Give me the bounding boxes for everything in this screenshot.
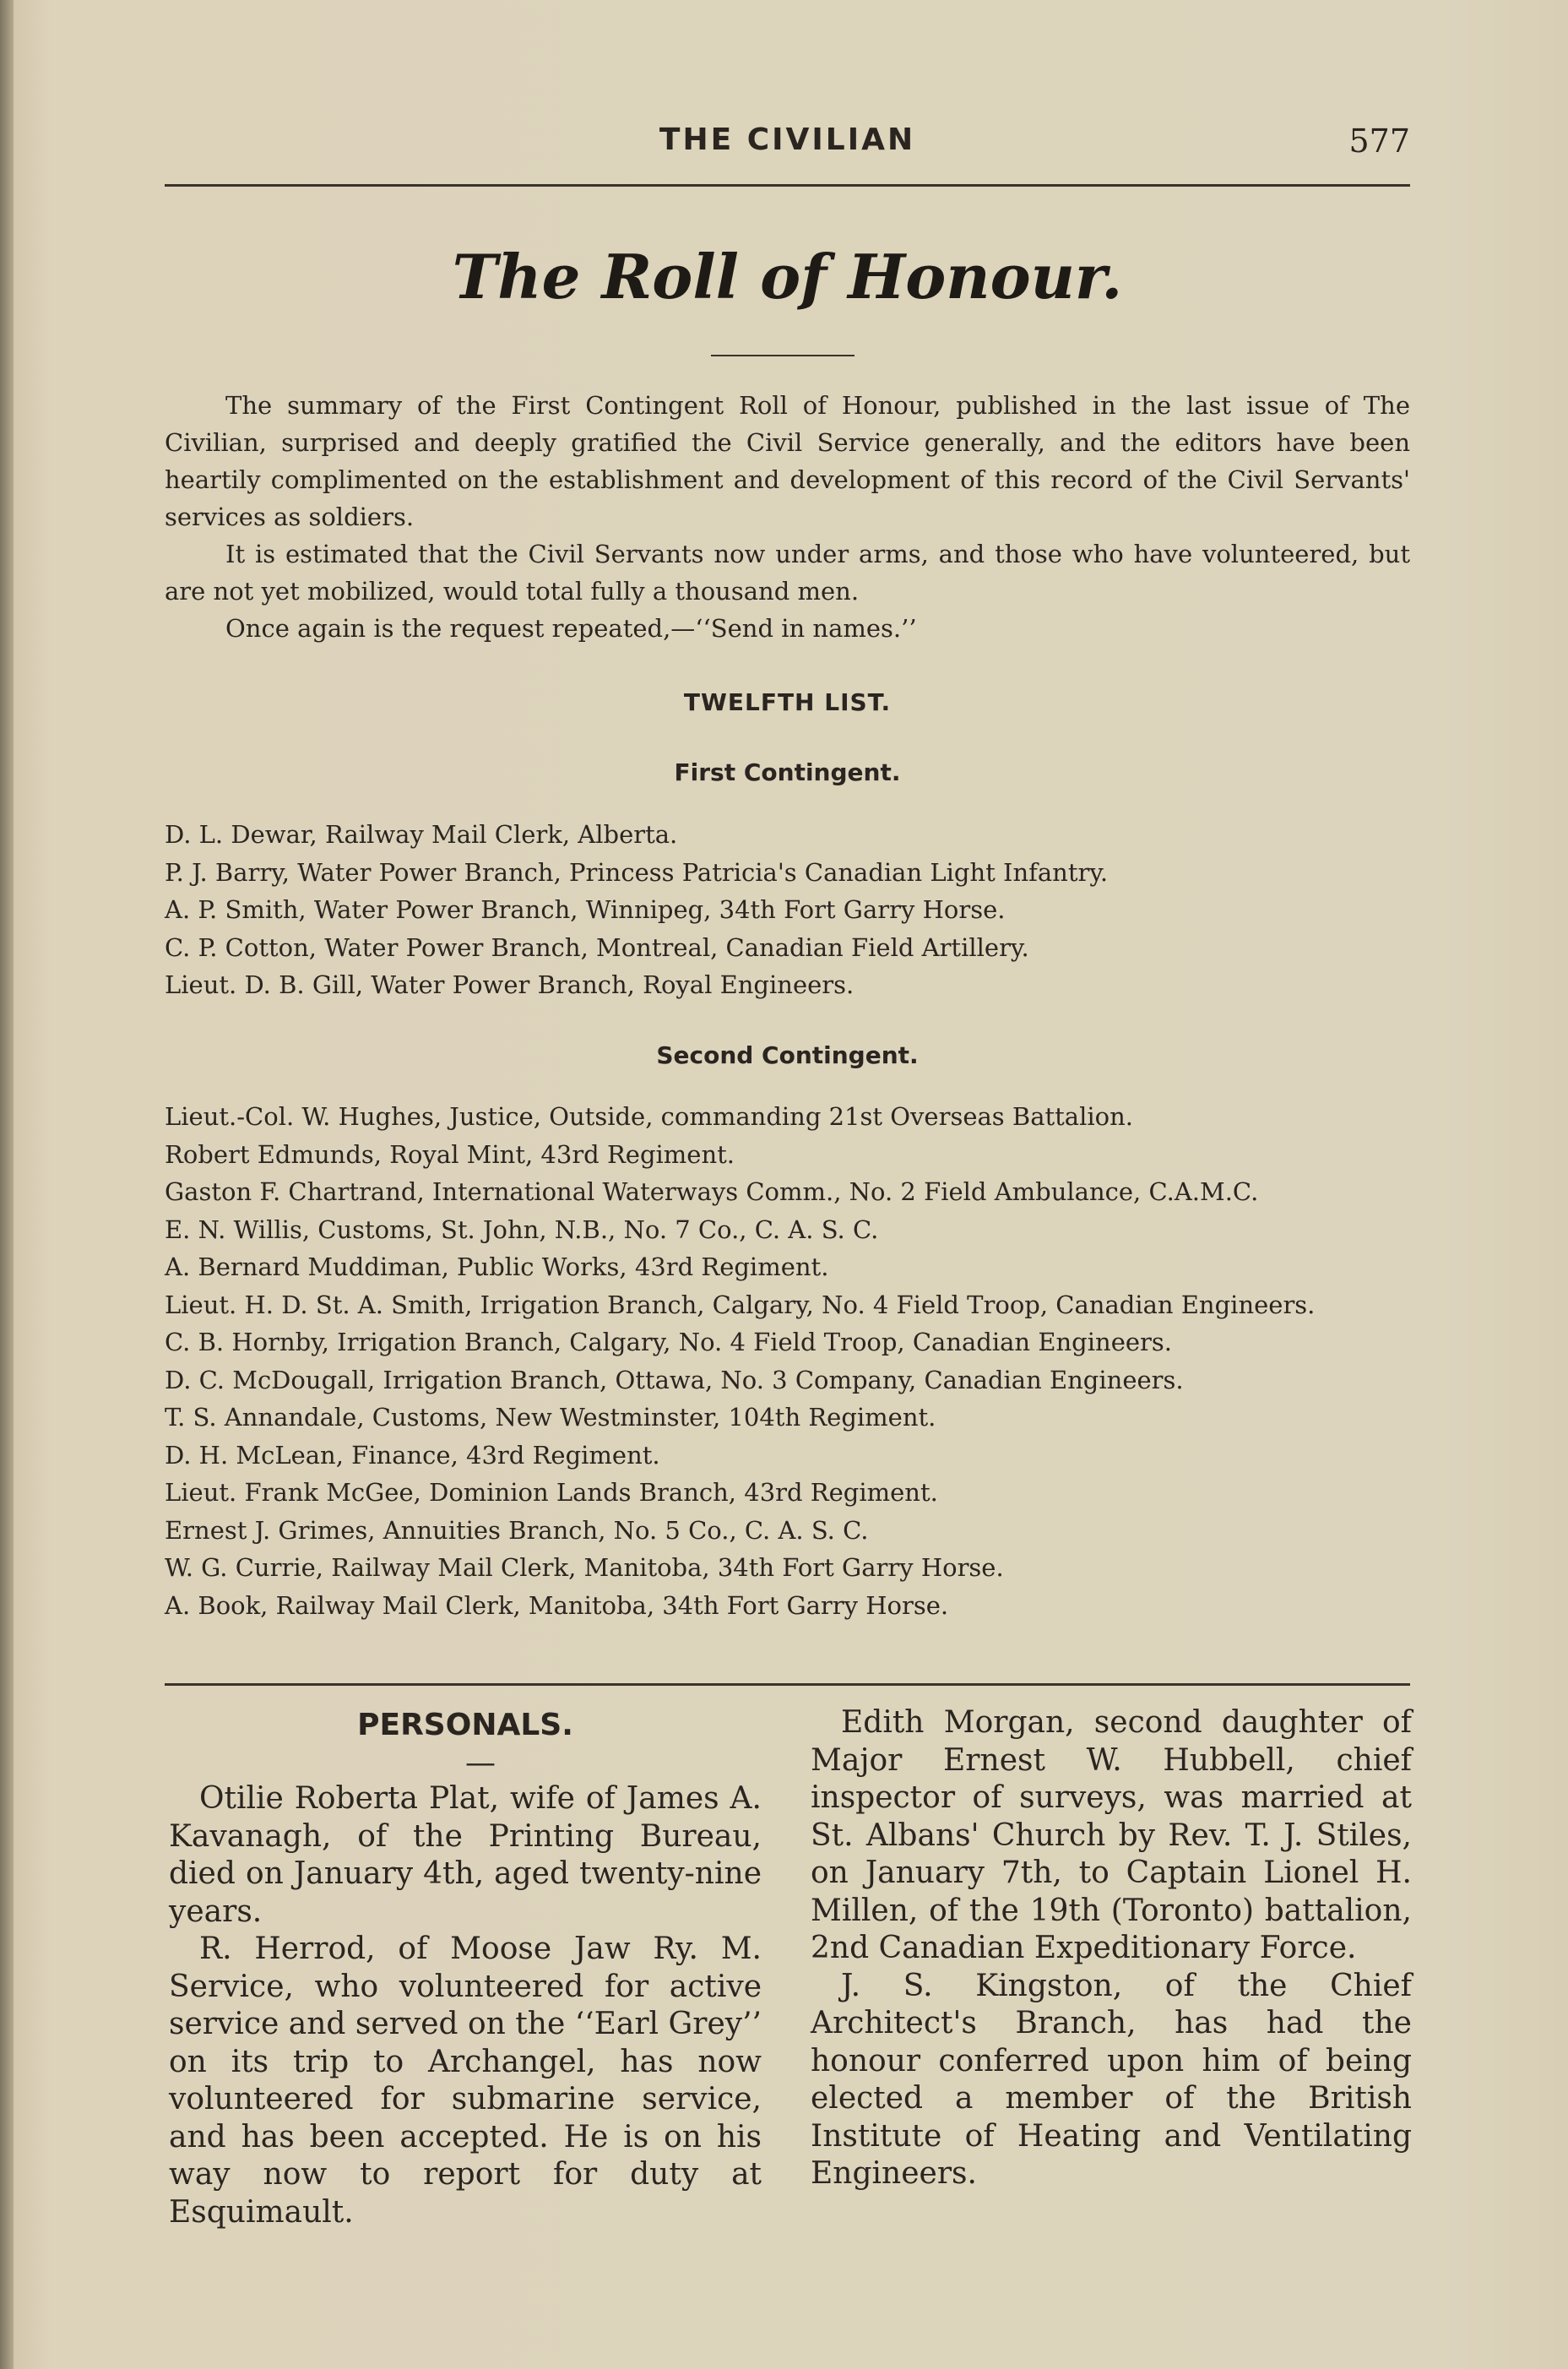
title-rule	[711, 355, 855, 356]
list-item: A. P. Smith, Water Power Branch, Winnipeg, 34th Fort Garry Horse.	[165, 895, 1006, 924]
intro-paragraph: The summary of the First Contingent Roll of Honour, published in the last issue of The Civilian, surprised and deeply gratified the Civil Service generally, and the editors have been heartily complimented on the establishment and development of this record of the Civil Servants' services as soldiers.	[165, 391, 1410, 531]
running-title: THE CIVILIAN	[659, 122, 916, 157]
second-contingent-heading: Second Contingent.	[656, 1041, 919, 1069]
personal-paragraph: R. Herrod, of Moose Jaw Ry. M. Service, who volunteered for active service and served on the ‘‘Earl Grey’’ on its trip to Archangel, has now volunteered for submarine service, and has been accepted. He is on his way now to report for duty at Esquimault.	[169, 1932, 762, 2230]
list-item: E. N. Willis, Customs, St. John, N.B., No. 7 Co., C. A. S. C.	[165, 1214, 879, 1244]
list-item: D. H. McLean, Finance, 43rd Regiment.	[165, 1440, 660, 1470]
page-number: 577	[1348, 122, 1410, 160]
section-rule	[165, 1683, 1410, 1686]
personals-heading: PERSONALS.	[357, 1708, 573, 1742]
list-item: Gaston F. Chartrand, International Waterways Comm., No. 2 Field Ambulance, C.A.M.C.	[165, 1177, 1259, 1206]
personals-right-column	[811, 1704, 1412, 2193]
list-item: Lieut. D. B. Gill, Water Power Branch, Royal Engineers.	[165, 970, 855, 999]
intro-paragraph: It is estimated that the Civil Servants now under arms, and those who have volunteered, but are not yet mobilized, would total fully a thousand men.	[165, 540, 1410, 606]
page-spine-shadow	[0, 0, 14, 2369]
list-item: Lieut.-Col. W. Hughes, Justice, Outside, commanding 21st Overseas Battalion.	[165, 1102, 1133, 1131]
list-item: Lieut. Frank McGee, Dominion Lands Branch, 43rd Regiment.	[165, 1478, 938, 1507]
list-item: C. B. Hornby, Irrigation Branch, Calgary, No. 4 Field Troop, Canadian Engineers.	[165, 1328, 1172, 1356]
running-header	[165, 122, 1410, 173]
list-item: A. Book, Railway Mail Clerk, Manitoba, 34th Fort Garry Horse.	[165, 1590, 949, 1620]
article-title: The Roll of Honour.	[452, 241, 1123, 312]
list-item: C. P. Cotton, Water Power Branch, Montreal, Canadian Field Artillery.	[165, 932, 1029, 962]
personal-paragraph: J. S. Kingston, of the Chief Architect's Branch, has had the honour conferred upon him of being elected a member of the British Institute of Heating and Ventilating Engineers.	[811, 1968, 1412, 2191]
personal-paragraph: Otilie Roberta Plat, wife of James A. Kavanagh, of the Printing Bureau, died on January 4th, aged twenty-nine years.	[169, 1781, 762, 1929]
intro-paragraph: Once again is the request repeated,—‘‘Send in names.’’	[225, 614, 917, 643]
list-item: D. C. McDougall, Irrigation Branch, Ottawa, No. 3 Company, Canadian Engineers.	[165, 1365, 1184, 1394]
list-title: TWELFTH LIST.	[683, 688, 892, 716]
list-item: D. L. Dewar, Railway Mail Clerk, Alberta.	[165, 820, 678, 849]
list-item: T. S. Annandale, Customs, New Westminster, 104th Regiment.	[165, 1403, 936, 1432]
list-item: W. G. Currie, Railway Mail Clerk, Manitoba, 34th Fort Garry Horse.	[165, 1553, 1004, 1582]
personals-left-column	[169, 1704, 762, 2231]
list-item: P. J. Barry, Water Power Branch, Princess Patricia's Canadian Light Infantry.	[165, 857, 1109, 887]
header-rule	[165, 184, 1410, 187]
intro-text	[165, 387, 1410, 647]
personal-paragraph: Edith Morgan, second daughter of Major Ernest W. Hubbell, chief inspector of surveys, was married at St. Albans' Church by Rev. T. J. Stiles, on January 7th, to Captain Lionel H. Millen, of the 19th (Toronto) battalion, 2nd Canadian Expeditionary Force.	[811, 1705, 1412, 1965]
first-contingent-heading: First Contingent.	[674, 758, 901, 786]
heading-dash: —	[465, 1746, 496, 1780]
first-contingent-list	[165, 816, 1414, 1004]
list-item: Robert Edmunds, Royal Mint, 43rd Regiment.	[165, 1139, 735, 1169]
second-contingent-list	[165, 1098, 1414, 1624]
list-item: Lieut. H. D. St. A. Smith, Irrigation Branch, Calgary, No. 4 Field Troop, Canadian Engineers.	[165, 1290, 1316, 1319]
list-item: A. Bernard Muddiman, Public Works, 43rd Regiment.	[165, 1252, 829, 1281]
list-item: Ernest J. Grimes, Annuities Branch, No. 5 Co., C. A. S. C.	[165, 1515, 869, 1545]
